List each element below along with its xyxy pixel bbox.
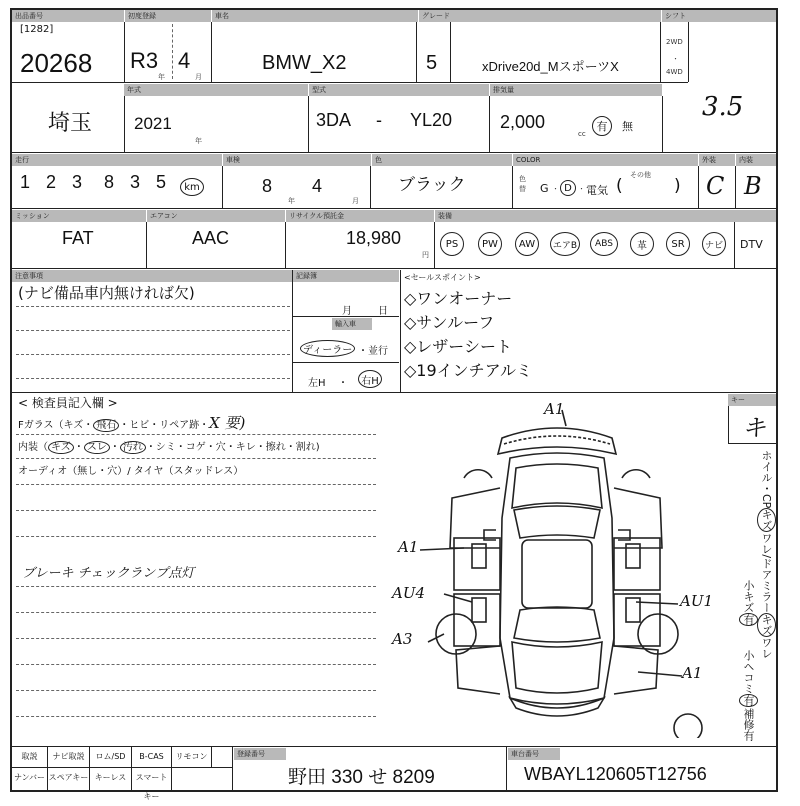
label-grade: グレード	[419, 10, 661, 22]
interior-scratch-circled: キズ	[48, 441, 74, 454]
car-name: BMW_X2	[262, 52, 347, 74]
exterior-grade: C	[706, 172, 725, 200]
label-model: 車名	[212, 10, 418, 22]
equip-leather: 革	[630, 232, 654, 256]
transmission: FAT	[62, 228, 94, 248]
damage-left-low: A3	[392, 630, 413, 648]
label-color: 色	[372, 154, 512, 166]
label-exterior: 外装	[699, 154, 735, 166]
label-equipment: 装備	[435, 210, 776, 222]
inspection-month: 4	[312, 176, 323, 196]
grade: xDrive20d_MスポーツX	[482, 59, 619, 74]
footer-manual: 取説	[12, 747, 48, 767]
odo-digit-4: 8	[104, 172, 115, 192]
footer-smart-key: スマートキー	[132, 768, 172, 790]
small-dent-label: 小ヘコミ有	[742, 650, 754, 707]
parallel: ・並行	[358, 346, 388, 357]
recycle-fee: 18,980	[346, 228, 402, 248]
small-scratch-yes-circled: 有	[739, 613, 758, 626]
small-scratch-label: 小キズ有	[742, 580, 754, 626]
damage-left-mid: AU4	[392, 584, 426, 602]
fuel-d-circled: D	[560, 180, 576, 196]
damage-top: A1	[544, 400, 565, 418]
model-year: 2021	[134, 114, 172, 133]
year-mark: 年	[158, 73, 165, 81]
inspector-line-2: 内装（ キズ ・ スレ ・ 汚れ ・シミ・コゲ・穴・キレ・擦れ・割れ)	[18, 442, 320, 453]
label-color-no: COLOR	[513, 154, 698, 166]
left-hand: 左H	[308, 378, 326, 389]
door-count: 5	[426, 52, 438, 74]
sales-point-2: ◇サンルーフ	[404, 313, 495, 332]
inspection-year: 8	[262, 176, 273, 196]
inspector-line-1: Fガラス（キズ・ 飛石 ・ヒビ・リペア跡・X 要)	[18, 414, 246, 432]
car-damage-diagram	[392, 398, 722, 738]
fuel-g: G	[540, 182, 549, 195]
model-code: YL20	[410, 110, 453, 130]
sales-point-3: ◇レザーシート	[404, 337, 512, 356]
equip-navi: ナビ	[702, 232, 726, 256]
label-recycle: リサイクル預託金	[286, 210, 434, 222]
footer-keyless: キーレス	[90, 768, 132, 790]
sales-point-1: ◇ワンオーナー	[404, 289, 513, 308]
odo-digit-3: 3	[72, 172, 83, 192]
lot-code: [1282]	[20, 24, 54, 35]
auction-sheet: 出品番号 初度登録 車名 グレード シフト [1282] 20268 R3 年 4 月 BMW_X2 5 xDrive20d_MスポーツX 2WD ・ 4WD 年式 型式 排気量 埼玉 2021 年 3DA - YL20 2,000 cc 有 無 3.5 走行 車検 色 COLOR 外装 内装 1 2 3 8 3 5 km 8 年 4 月 ブラック 色替 G ・ D ・ 電気 ( その他 ) C B ミッション エアコン リサイクル預託金 装備 FAT AAC 18,980 円 PS PW AW エアB ABS 革 SR ナビ DTV 注意事項 (ナビ備品車内無ければ欠) 記録簿 月 日 輸入車 ディーラー ・並行 左H ・ 右H <セールスポイント> ◇ワンオーナー ◇サンルーフ ◇レザーシート ◇19インチアルミ < 検査員記入欄 > Fガラス（キズ・ 飛石 ・ヒビ・リペア跡・X 要) 内装（ キズ ・ スレ ・ 汚れ ・シミ・コゲ・穴・キレ・擦れ・割れ) オーディオ（無し・穴）/ タイヤ（スタッドレス） ブレーキ チェックランプ点灯 A1 A1 AU4 A3 AU1 A1 キー キ ホイル・CPキズワレ/ドアミラーキズワレ 小キズ有 小ヘコミ有 補修有 取説 ナビ取説 ロム/SD B-CAS リモコン ナンバー スペアキー キーレス スマートキー 登録番号 野田 330 せ 8209 車台番号 WBAYL120605T12756	[10, 8, 778, 792]
label-service-record: 記録簿	[293, 270, 399, 282]
flying-stone-circled: 飛石	[93, 419, 119, 432]
month-mark: 月	[195, 73, 202, 81]
dealer-circled: ディーラー	[300, 340, 355, 357]
label-inspector-notes: < 検査員記入欄 >	[18, 396, 118, 410]
label-remarks: 注意事項	[12, 270, 292, 282]
color-option: 色替	[519, 175, 526, 193]
label-inspection: 車検	[223, 154, 371, 166]
label-vin: 車台番号	[508, 748, 560, 760]
fuel-electric: 電気	[586, 184, 608, 197]
damage-right-low: A1	[682, 664, 703, 682]
vin: WBAYL120605T12756	[524, 764, 707, 784]
turbo-yes-circled: 有	[592, 116, 612, 136]
interior-grade: B	[744, 172, 762, 200]
odo-digit-6: 5	[156, 172, 167, 192]
drive-2wd: 2WD	[666, 38, 683, 46]
region: 埼玉	[48, 110, 93, 135]
plate-number: 野田 330 せ 8209	[288, 767, 435, 788]
right-hand-circled: 右H	[358, 370, 382, 388]
odo-digit-1: 1	[20, 172, 31, 192]
damage-right-mid: AU1	[680, 592, 714, 610]
aircon: AAC	[192, 228, 230, 248]
label-interior: 内装	[736, 154, 776, 166]
equip-airbag: エアB	[550, 232, 580, 256]
footer-number-plate: ナンバー	[12, 768, 48, 790]
label-model-code: 型式	[309, 84, 489, 96]
lot-number: 20268	[20, 48, 93, 78]
equip-aw: AW	[515, 232, 539, 256]
small-dent-yes-circled: 有	[739, 694, 758, 707]
label-odometer: 走行	[12, 154, 222, 166]
equip-ps: PS	[440, 232, 464, 256]
equip-abs: ABS	[590, 232, 618, 256]
km-unit-circled: km	[180, 178, 204, 196]
label-transmission: ミッション	[12, 210, 146, 222]
label-aircon: エアコン	[147, 210, 285, 222]
equip-pw: PW	[478, 232, 502, 256]
key-mark: キ	[742, 414, 766, 442]
first-reg-month: 4	[178, 48, 191, 73]
color-name: ブラック	[398, 175, 466, 195]
footer-remote: リモコン	[172, 747, 212, 767]
label-plate: 登録番号	[234, 748, 286, 760]
inspector-handwritten-note: ブレーキ チェックランプ点灯	[22, 566, 195, 581]
label-sales-points: <セールスポイント>	[404, 273, 481, 282]
repair-label: 補修有	[742, 708, 755, 741]
wheel-cp-label: ホイル・CPキズワレ/ドアミラーキズワレ	[760, 450, 772, 659]
drive-4wd: 4WD	[666, 68, 683, 76]
footer-spare-key: スペアキー	[48, 768, 90, 790]
sales-point-4: ◇19インチアルミ	[404, 361, 533, 380]
interior-dirt-circled: 汚れ	[120, 441, 146, 454]
footer-rom-sd: ロム/SD	[90, 747, 132, 767]
label-first-registration: 初度登録	[125, 10, 211, 22]
turbo-no: 無	[622, 120, 633, 133]
interior-rub-circled: スレ	[84, 441, 110, 454]
footer-bcas: B-CAS	[132, 747, 172, 767]
label-shift: シフト	[662, 10, 776, 22]
footer-navi-manual: ナビ取説	[48, 747, 90, 767]
equip-dtv: DTV	[740, 238, 763, 251]
overall-score: 3.5	[702, 92, 744, 122]
odo-digit-5: 3	[130, 172, 141, 192]
mirror-scratch-circled: キズ	[757, 613, 776, 637]
label-import: 輸入車	[332, 318, 372, 330]
label-keys: キー	[728, 394, 776, 406]
wheel-scratch-circled: キズ	[757, 508, 776, 532]
damage-left-upper: A1	[398, 538, 419, 556]
displacement: 2,000	[500, 112, 546, 132]
inspector-line-3: オーディオ（無し・穴）/ タイヤ（スタッドレス）	[18, 466, 244, 477]
remarks-note: (ナビ備品車内無ければ欠)	[18, 284, 195, 302]
label-model-year: 年式	[124, 84, 308, 96]
label-lot-number: 出品番号	[12, 10, 124, 22]
model-code-prefix: 3DA	[316, 110, 352, 130]
label-displacement: 排気量	[490, 84, 662, 96]
first-reg-era-year: R3	[130, 48, 159, 73]
equip-sunroof: SR	[666, 232, 690, 256]
odo-digit-2: 2	[46, 172, 57, 192]
